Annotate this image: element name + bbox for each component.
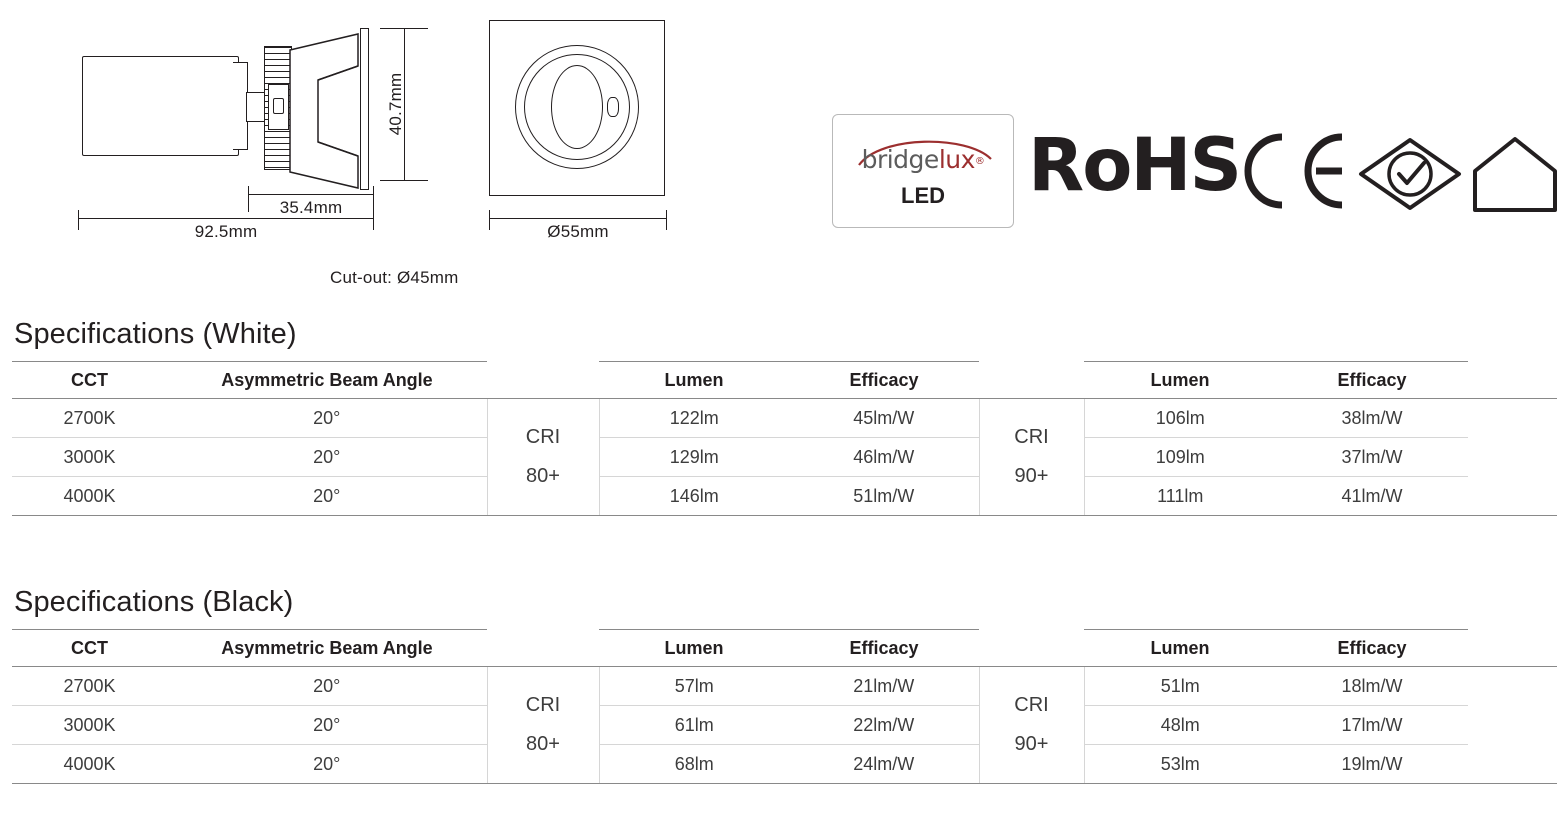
- cell-beam: 20°: [167, 706, 487, 745]
- table-row: [12, 438, 1557, 477]
- cell-cct: 2700K: [12, 399, 167, 438]
- spec-section-black: [0, 586, 1557, 784]
- cell-pad: [1468, 399, 1557, 516]
- header-blank-cri-90: [979, 630, 1084, 667]
- cell-lumen: 61lm: [599, 706, 789, 745]
- lens-aperture-shape: [551, 65, 603, 149]
- cell-lumen-2: 106lm: [1084, 399, 1276, 438]
- cell-efficacy: 45lm/W: [789, 399, 979, 438]
- rcm-mark-icon: [1358, 137, 1462, 211]
- cell-efficacy-2: 41lm/W: [1276, 477, 1468, 516]
- product-drawings: [0, 0, 1557, 310]
- indoor-use-house-icon: [1472, 135, 1557, 213]
- cell-beam: 20°: [167, 438, 487, 477]
- bridgelux-word-part2: lux: [938, 145, 975, 174]
- cell-efficacy-2: 38lm/W: [1276, 399, 1468, 438]
- front-view-drawing: [489, 20, 667, 198]
- cell-efficacy: 24lm/W: [789, 745, 979, 784]
- header-cct: CCT: [12, 362, 167, 399]
- header-cct: CCT: [12, 630, 167, 667]
- cell-lumen-2: 109lm: [1084, 438, 1276, 477]
- dimension-front-diameter: [489, 210, 667, 246]
- bridgelux-led-logo: [832, 114, 1014, 228]
- cell-lumen-2: 111lm: [1084, 477, 1276, 516]
- header-efficacy-cri90: Efficacy: [1276, 362, 1468, 399]
- cri-80-line1: CRI: [525, 426, 561, 448]
- cri-90-line1: CRI: [1014, 426, 1049, 448]
- spec-white-table: [12, 361, 1557, 516]
- dimension-front-diameter-label: Ø55mm: [547, 222, 609, 241]
- cell-cri-90: [979, 667, 1084, 784]
- cell-efficacy: 22lm/W: [789, 706, 979, 745]
- cell-efficacy-2: 17lm/W: [1276, 706, 1468, 745]
- cri-90-line1: CRI: [1014, 694, 1049, 716]
- cell-beam: 20°: [167, 399, 487, 438]
- cell-efficacy-2: 37lm/W: [1276, 438, 1468, 477]
- bridgelux-registered-mark: ®: [974, 156, 985, 167]
- spec-white-title: Specifications (White): [14, 318, 297, 350]
- cell-cri-80: [487, 667, 599, 784]
- cell-cri-80: [487, 399, 599, 516]
- dimension-total-length: [78, 210, 374, 246]
- cell-cct: 2700K: [12, 667, 167, 706]
- header-blank-pad: [1468, 630, 1557, 667]
- spec-section-white: [0, 318, 1557, 516]
- header-beam-angle: Asymmetric Beam Angle: [167, 362, 487, 399]
- side-view-drawing: [78, 18, 408, 198]
- cell-cct: 3000K: [12, 438, 167, 477]
- ce-mark-icon: [1238, 131, 1348, 211]
- cell-efficacy: 46lm/W: [789, 438, 979, 477]
- cutout-note: Cut-out: Ø45mm: [330, 268, 459, 287]
- cri-80-line1: CRI: [525, 694, 561, 716]
- bezel-notch-shape: [607, 97, 619, 117]
- header-efficacy-cri90: Efficacy: [1276, 630, 1468, 667]
- cell-cri-90: [979, 399, 1084, 516]
- cri-90-line2: 90+: [1014, 465, 1049, 487]
- header-lumen-cri90: Lumen: [1084, 362, 1276, 399]
- cell-lumen-2: 51lm: [1084, 667, 1276, 706]
- dimension-depth-label: 35.4mm: [279, 198, 343, 217]
- bridgelux-word-part1: bridge: [861, 145, 939, 174]
- cell-cct: 4000K: [12, 477, 167, 516]
- table-row: [12, 706, 1557, 745]
- rohs-label: RoHS: [1028, 123, 1241, 208]
- header-blank-cri-90: [979, 362, 1084, 399]
- spec-white-header-row: [12, 362, 1557, 399]
- cell-efficacy-2: 19lm/W: [1276, 745, 1468, 784]
- header-blank-pad: [1468, 362, 1557, 399]
- cell-lumen: 68lm: [599, 745, 789, 784]
- header-lumen-cri90: Lumen: [1084, 630, 1276, 667]
- cell-cct: 3000K: [12, 706, 167, 745]
- cell-lumen: 122lm: [599, 399, 789, 438]
- header-beam-angle: Asymmetric Beam Angle: [167, 630, 487, 667]
- table-row: [12, 745, 1557, 784]
- cri-80-line2: 80+: [526, 465, 560, 487]
- dimension-height-label: 40.7mm: [386, 72, 405, 136]
- cell-lumen-2: 53lm: [1084, 745, 1276, 784]
- cri-80-line2: 80+: [526, 733, 560, 755]
- header-efficacy-cri80: Efficacy: [789, 362, 979, 399]
- cell-pad: [1468, 667, 1557, 784]
- cell-beam: 20°: [167, 745, 487, 784]
- cell-beam: 20°: [167, 667, 487, 706]
- cell-lumen: 146lm: [599, 477, 789, 516]
- table-row: [12, 399, 1557, 438]
- cri-90-line2: 90+: [1014, 733, 1049, 755]
- cell-lumen-2: 48lm: [1084, 706, 1276, 745]
- cell-efficacy: 51lm/W: [789, 477, 979, 516]
- header-lumen-cri80: Lumen: [599, 362, 789, 399]
- header-blank-cri-80: [487, 630, 599, 667]
- cell-efficacy: 21lm/W: [789, 667, 979, 706]
- cell-efficacy-2: 18lm/W: [1276, 667, 1468, 706]
- spec-black-table: [12, 629, 1557, 784]
- cell-lumen: 57lm: [599, 667, 789, 706]
- spec-black-title: Specifications (Black): [14, 586, 294, 618]
- header-lumen-cri80: Lumen: [599, 630, 789, 667]
- dimension-total-length-label: 92.5mm: [194, 222, 258, 241]
- driver-body-shape: [82, 56, 239, 156]
- cell-lumen: 129lm: [599, 438, 789, 477]
- flange-shape: [360, 28, 369, 190]
- header-blank-cri-80: [487, 362, 599, 399]
- certification-logos: [832, 105, 1542, 245]
- cell-beam: 20°: [167, 477, 487, 516]
- table-row: [12, 667, 1557, 706]
- dimension-height: [380, 28, 440, 180]
- adjustment-screw-icon: [273, 98, 284, 114]
- header-efficacy-cri80: Efficacy: [789, 630, 979, 667]
- spec-black-header-row: [12, 630, 1557, 667]
- bridgelux-led-text: LED: [901, 183, 945, 208]
- cell-cct: 4000K: [12, 745, 167, 784]
- bridgelux-wordmark: [833, 145, 1013, 174]
- table-row: [12, 477, 1557, 516]
